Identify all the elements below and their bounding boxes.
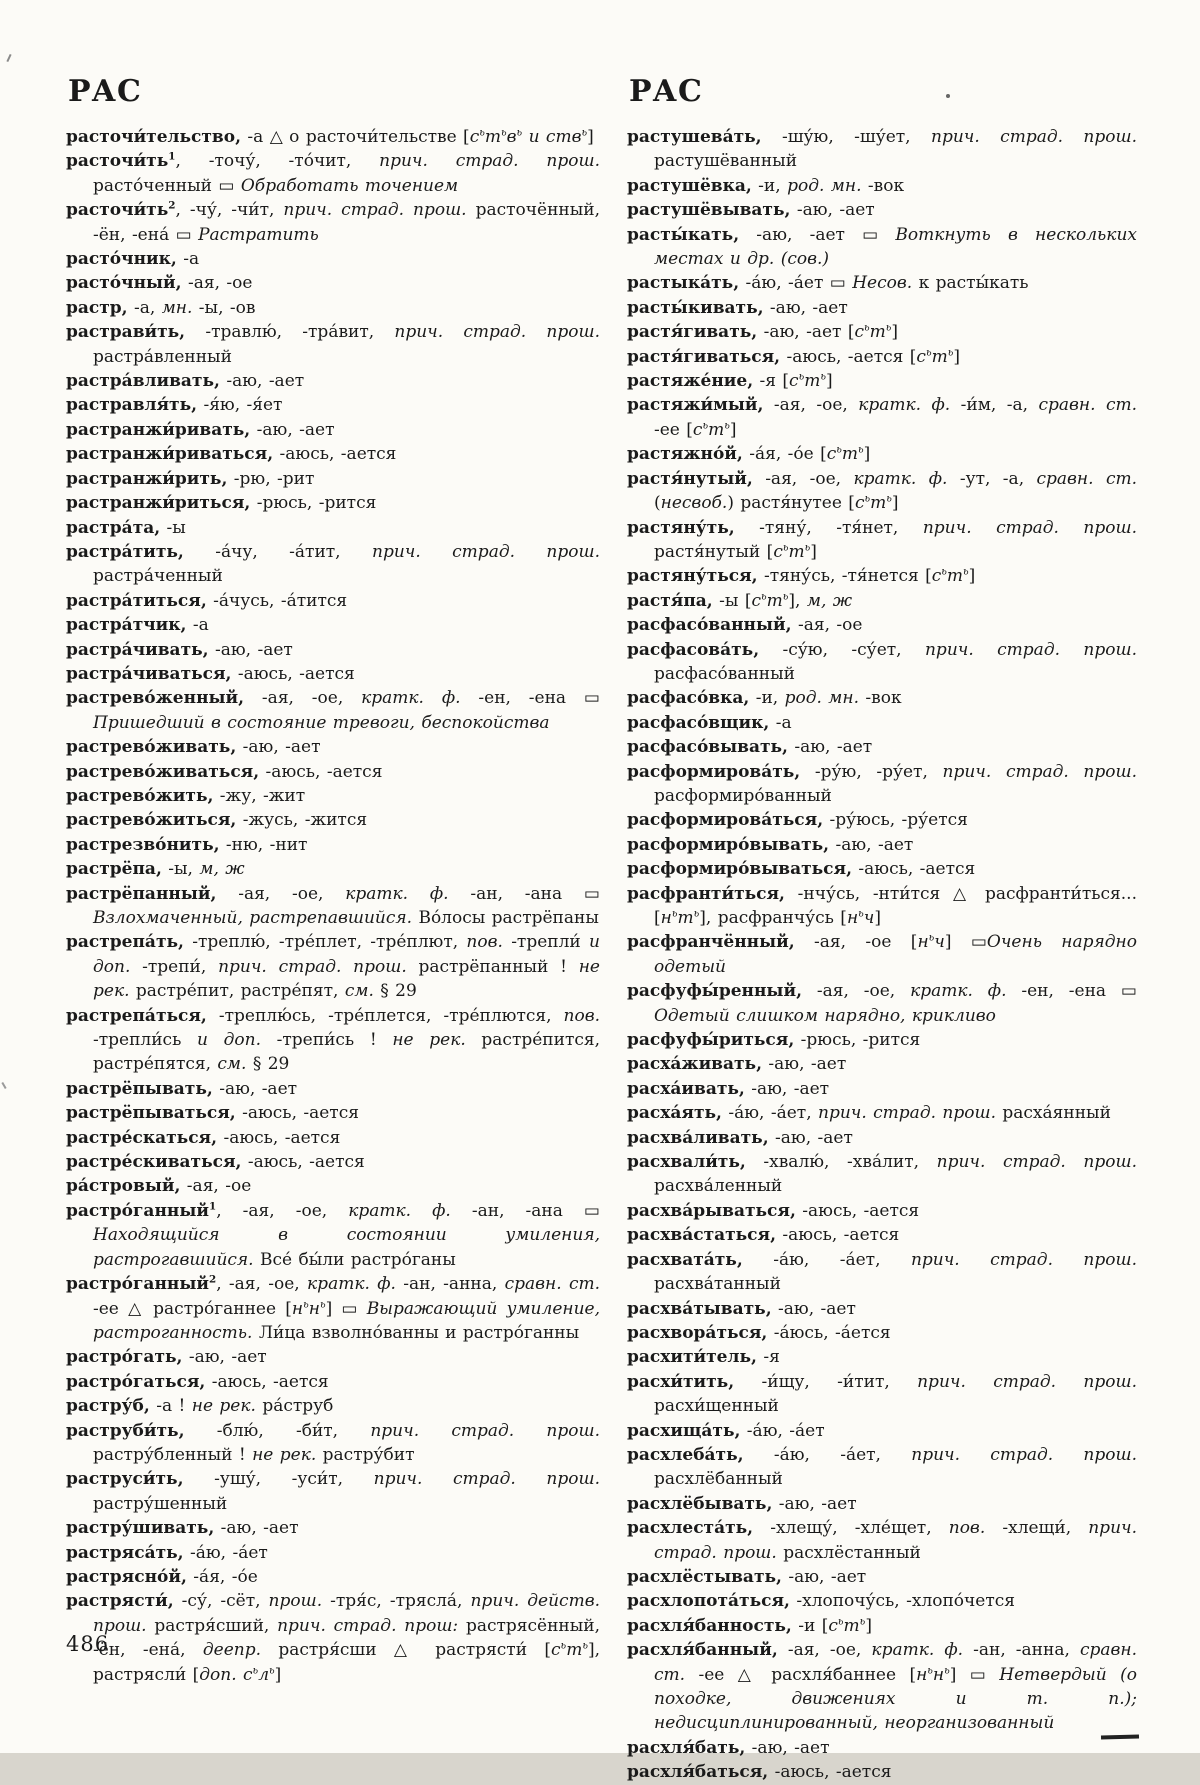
dictionary-entry: расфасо́вщик, -а [627, 712, 792, 733]
dictionary-entry: расхва́рываться, -аюсь, -ается [627, 1200, 920, 1221]
dictionary-entry: расхвали́ть, -хвалю́, -хва́лит, прич. страд. прош. расхва́ленный [627, 1152, 1137, 1197]
dictionary-entry: расхвата́ть, -а́ю, -а́ет, прич. страд. прош. расхва́танный [627, 1249, 1137, 1295]
running-head-left: РАС [68, 74, 142, 109]
dictionary-entry: расформиро́вывать, -аю, -ает [627, 834, 914, 855]
dictionary-entry: расхля́банность, -и $[с^ьт^ь]$ [627, 1615, 872, 1636]
dictionary-entry: растрепа́ть, -треплю́, -тре́плет, -тре́плют, пов. -трепли́ и доп. -трепи́, прич. страд. прош. растрёпанный ! не рек. растре́пит, растре́пят, см. § 29 [66, 932, 600, 1002]
dictionary-entry: растя́гиваться, -аюсь, -ается $[с^ьт^ь]$ [627, 346, 960, 367]
dictionary-entry: растро́ганный$^1$, -ая, -ое, кратк. ф. -ан, -ана ▭ Находящийся в состоянии умиления, растрогавшийся. Все́ бы́ли растро́ганы [66, 1200, 600, 1270]
dictionary-entry: расфранчённый, -ая, -ое $[н^ьч]$ ▭Очень нарядно одетый [627, 931, 1137, 977]
entries-right [627, 125, 1137, 1785]
dictionary-entry: расфасо́ванный, -ая, -ое [627, 615, 863, 636]
dictionary-entry: растя́гивать, -аю, -ает $[с^ьт^ь]$ [627, 321, 899, 343]
dictionary-entry: растро́гать, -аю, -ает [66, 1347, 267, 1368]
entries-left [66, 125, 600, 1687]
dictionary-entry: расха́ивать, -аю, -ает [627, 1078, 830, 1099]
dictionary-entry: растя́нутый, -ая, -ое, кратк. ф. -ут, -а, сравн. ст. (несвоб.) растя́нутее $[с^ьт^ь]$ [627, 468, 1137, 514]
dictionary-entry: растра́тить, -а́чу, -а́тит, прич. страд. прош. растра́ченный [66, 541, 600, 587]
dictionary-entry: растрёпываться, -аюсь, -ается [66, 1103, 359, 1124]
dictionary-entry: раструси́ть, -ушу́, -уси́т, прич. страд. прош. растру́шенный [66, 1469, 601, 1514]
dictionary-entry: ра́стровый, -ая, -ое [66, 1176, 252, 1197]
dictionary-entry: растру́шивать, -аю, -ает [66, 1518, 299, 1539]
scan-artifact-tick [6, 54, 11, 62]
dictionary-entry: расхлёстывать, -аю, -ает [627, 1566, 867, 1587]
dictionary-entry: растяжи́мый, -ая, -ое, кратк. ф. -и́м, -а, сравн. ст. -ее $[с^ьт^ь]$ [627, 395, 1137, 440]
dictionary-entry: расформирова́ть, -ру́ю, -ру́ет, прич. страд. прош. расформиро́ванный [627, 761, 1138, 806]
dictionary-entry: растяжно́й, -а́я, -о́е $[с^ьт^ь]$ [627, 443, 871, 465]
dictionary-entry: растяже́ние, -я $[с^ьт^ь]$ [627, 370, 833, 392]
column-left [66, 76, 600, 1687]
dictionary-entry: растрезво́нить, -ню, -нит [66, 834, 308, 855]
dictionary-entry: расфасова́ть, -су́ю, -су́ет, прич. страд. прош. расфасо́ванный [627, 639, 1137, 684]
dictionary-entry: растранжи́риться, -рюсь, -рится [66, 493, 377, 514]
dictionary-entry: расхля́банный, -ая, -ое, кратк. ф. -ан, -анна, сравн. ст. -ее △ расхля́баннее $[н^ьн^ь]$ ▭ Нетвердый (о походке, движениях и т. п.); недисциплинированный, неорганизованный [627, 1640, 1137, 1734]
dictionary-entry: растушёвка, -и, род. мн. -вок [627, 175, 905, 196]
running-head-right: РАС [629, 74, 703, 109]
dictionary-entry: расформиро́вываться, -аюсь, -ается [627, 859, 976, 880]
dictionary-entry: растранжи́рить, -рю, -рит [66, 468, 315, 489]
dictionary-entry: расфуфы́риться, -рюсь, -рится [627, 1030, 921, 1051]
dictionary-entry: $расточи́ть^2$, -чу́, -чи́т, прич. страд. прош. расточённый, -ён, -ена́ ▭ Растратить [66, 199, 601, 245]
dictionary-entry: $расточи́ть^1$, -точу́, -то́чит, прич. страд. прош. расто́ченный ▭ Обработать точением [66, 150, 600, 196]
dictionary-entry: растя́па, -ы $[с^ьт^ь]$, м, ж [627, 590, 853, 611]
dictionary-entry: расто́чник, -а [66, 249, 200, 270]
dictionary-entry: растро́ганный$^2$, -ая, -ое, кратк. ф. -ан, -анна, сравн. ст. -ее △ растро́ганнее $[н^ьн^ь]$ ▭ Выражающий умиление, растроганность. Ли́ца взволно́ванны и растро́ганны [66, 1273, 600, 1343]
dictionary-entry: растру́б, -а ! не рек. ра́струб [66, 1396, 334, 1417]
dictionary-entry: растрави́ть, -травлю́, -тра́вит, прич. страд. прош. растра́вленный [66, 322, 600, 367]
dictionary-entry: растрево́жить, -жу, -жит [66, 785, 306, 806]
dictionary-entry: растра́та, -ы [66, 517, 186, 538]
dictionary-entry: растрево́житься, -жусь, -жится [66, 810, 368, 831]
column-right [627, 76, 1137, 1785]
dictionary-entry: растравля́ть, -я́ю, -я́ет [66, 395, 283, 416]
dictionary-entry: расфасо́вывать, -аю, -ает [627, 737, 873, 758]
dictionary-entry: расты́кивать, -аю, -ает [627, 297, 848, 318]
scan-artifact-dot [946, 94, 950, 98]
dictionary-entry: расха́живать, -аю, -ает [627, 1054, 847, 1075]
dictionary-entry: расто́чный, -ая, -ое [66, 273, 253, 294]
dictionary-entry: растяну́ться, -тяну́сь, -тя́нется $[с^ьт^ь]$ [627, 565, 976, 587]
dictionary-entry: растрёпанный, -ая, -ое, кратк. ф. -ан, -ана ▭ Взлохмаченный, растрепавшийся. Во́лосы растрёпаны [66, 883, 600, 928]
dictionary-entry: растрево́живаться, -аюсь, -ается [66, 761, 383, 782]
dictionary-entry: растрево́женный, -ая, -ое, кратк. ф. -ен, -ена ▭ Пришедший в состояние тревоги, беспокойства [66, 688, 600, 733]
dictionary-entry: растранжи́риваться, -аюсь, -ается [66, 444, 397, 465]
dictionary-entry: расфуфы́ренный, -ая, -ое, кратк. ф. -ен, -ена ▭ Одетый слишком нарядно, крикливо [627, 981, 1137, 1026]
dictionary-entry: раструби́ть, -блю́, -би́т, прич. страд. прош. растру́бленный ! не рек. растру́бит [66, 1420, 601, 1465]
dictionary-entry: расты́кать, -аю, -ает ▭ Воткнуть в нескольких местах и др. (сов.) [627, 224, 1137, 270]
dictionary-entry: растра́тчик, -а [66, 615, 209, 636]
dictionary-entry: расфранти́ться, -нчу́сь, -нти́тся △ расфранти́ться... $[н^ьт^ь]$, расфранчу́сь $[н^ьч]$ [627, 883, 1137, 928]
dictionary-entry: расхва́ливать, -аю, -ает [627, 1127, 853, 1148]
dictionary-entry: растра́чиваться, -аюсь, -ается [66, 663, 355, 684]
dictionary-entry: растыка́ть, -а́ю, -а́ет ▭ Несов. к расты́кать [627, 273, 1029, 294]
dictionary-entry: растушёвывать, -аю, -ает [627, 200, 875, 221]
dictionary-entry: расхи́тить, -и́щу, -и́тит, прич. страд. прош. расхи́щенный [627, 1371, 1137, 1417]
dictionary-entry: расхища́ть, -а́ю, -а́ет [627, 1420, 825, 1441]
dictionary-entry: растяну́ть, -тяну́, -тя́нет, прич. страд. прош. растя́нутый $[с^ьт^ь]$ [627, 517, 1137, 562]
dictionary-entry: растранжи́ривать, -аю, -ает [66, 419, 335, 440]
dictionary-entry: растрево́живать, -аю, -ает [66, 737, 321, 758]
dictionary-entry: растра́вливать, -аю, -ает [66, 371, 305, 392]
dictionary-entry: расхлопота́ться, -хлопочу́сь, -хлопо́чется [627, 1591, 1015, 1612]
dictionary-entry: расхва́статься, -аюсь, -ается [627, 1225, 900, 1246]
page-number: 486 [66, 1632, 110, 1656]
dictionary-entry: расхити́тель, -я [627, 1347, 780, 1368]
dictionary-entry: расхлеста́ть, -хлещу́, -хле́щет, пов. -хлещи́, прич. страд. прош. расхлёстанный [627, 1518, 1137, 1563]
dictionary-entry: расхлеба́ть, -а́ю, -а́ет, прич. страд. прош. расхлёбанный [627, 1444, 1137, 1490]
dictionary-entry: расфасо́вка, -и, род. мн. -вок [627, 688, 902, 709]
dictionary-entry: расформирова́ться, -ру́юсь, -ру́ется [627, 810, 968, 831]
dictionary-entry: растрясти́, -су́, -сёт, прош. -тря́с, -трясла́, прич. действ. прош. растря́сший, прич. страд. прош: растрясённый, -ён, -ена́, деепр. растря́сши △ растрясти́ $[с^ьт^ь]$, растрясли́ [доп. $с^ьл^ь$] [66, 1591, 600, 1685]
dictionary-entry: растро́гаться, -аюсь, -ается [66, 1371, 329, 1392]
dictionary-entry: растре́скаться, -аюсь, -ается [66, 1127, 341, 1148]
dictionary-entry: расхля́бать, -аю, -ает [627, 1737, 830, 1758]
dictionary-entry: растрясно́й, -а́я, -о́е [66, 1566, 258, 1587]
dictionary-entry: расточи́тельство, -а △ о расточи́тельстве [$с^ьт^ьв^ь$ и ств$^ь$] [66, 126, 594, 147]
dictionary-entry: расхвора́ться, -а́юсь, -а́ется [627, 1322, 891, 1343]
dictionary-entry: растрёпа, -ы, м, ж [66, 859, 245, 880]
dictionary-entry: расхля́баться, -аюсь, -ается [627, 1762, 892, 1783]
dictionary-entry: растра́чивать, -аю, -ает [66, 639, 293, 660]
dictionary-entry: растряса́ть, -а́ю, -а́ет [66, 1542, 268, 1563]
dictionary-entry: растрёпывать, -аю, -ает [66, 1078, 298, 1099]
dictionary-entry: растре́скиваться, -аюсь, -ается [66, 1152, 365, 1173]
dictionary-entry: растр, -а, мн. -ы, -ов [66, 297, 256, 318]
dictionary-entry: расхва́тывать, -аю, -ает [627, 1298, 856, 1319]
dictionary-entry: расхлёбывать, -аю, -ает [627, 1493, 857, 1514]
scan-artifact-speck [1, 1082, 6, 1089]
dictionary-entry: растра́титься, -а́чусь, -а́тится [66, 590, 348, 611]
dictionary-entry: растрепа́ться, -треплю́сь, -тре́плется, -тре́плются, пов. -трепли́сь и доп. -трепи́сь ! не рек. растре́пится, растре́пятся, см. § 29 [66, 1005, 601, 1075]
dictionary-entry: расха́ять, -а́ю, -а́ет, прич. страд. прош. расха́янный [627, 1103, 1111, 1124]
dictionary-entry: растушева́ть, -шу́ю, -шу́ет, прич. страд. прош. растушёванный [627, 127, 1137, 172]
